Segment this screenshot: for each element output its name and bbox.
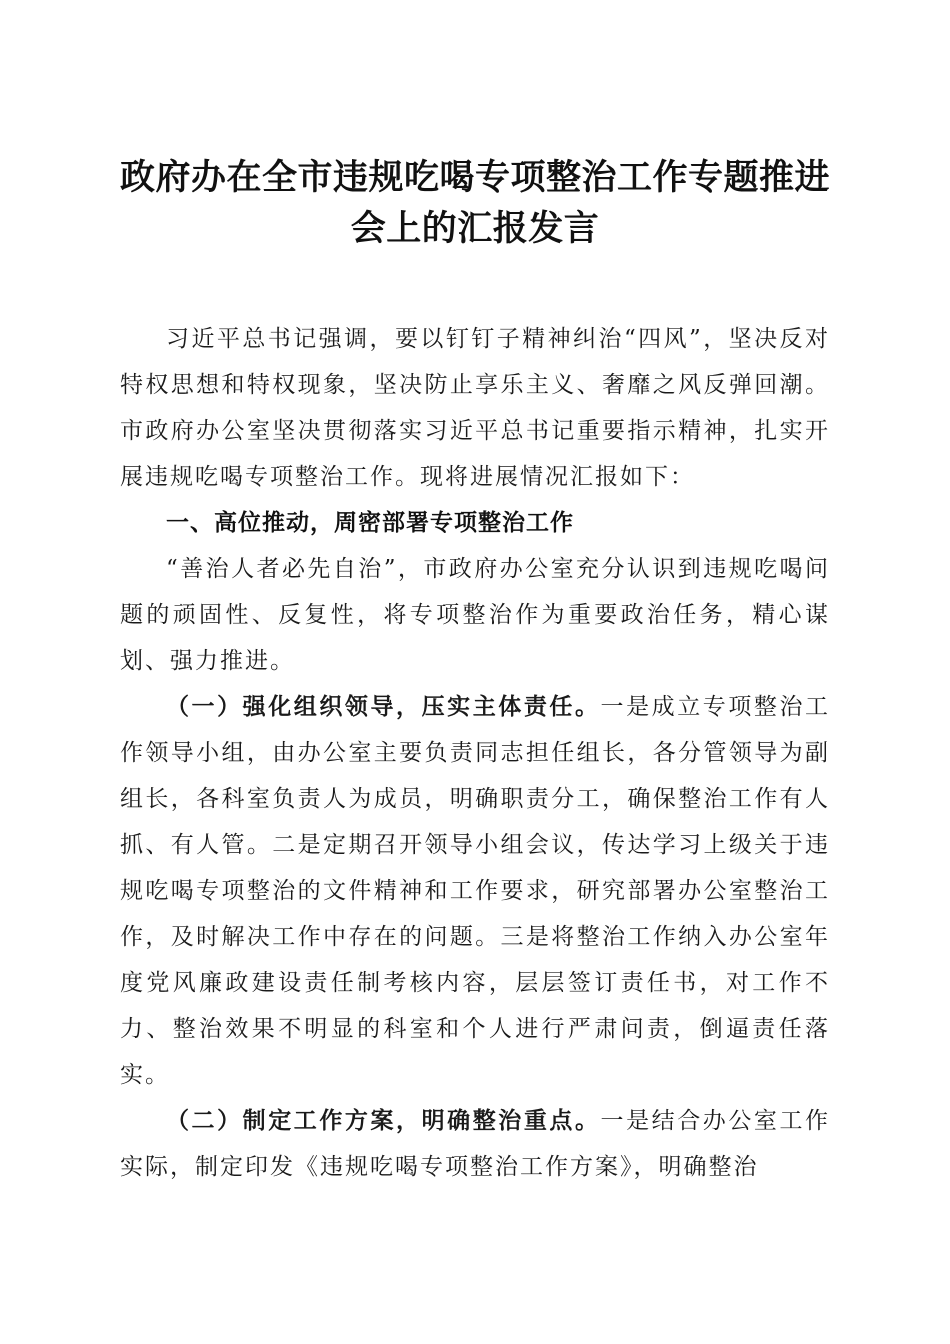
subsection-2-body: 一是结合办公室工作实际，制定印发《违规吃喝专项整治工作方案》，明确整治	[120, 1108, 831, 1180]
title-line-2: 会上的汇报发言	[350, 208, 600, 249]
intro-paragraph: 习近平总书记强调，要以钉钉子精神纠治“四风”，坚决反对特权思想和特权现象，坚决防止享乐主义、奢靡之风反弹回潮。市政府办公室坚决贯彻落实习近平总书记重要指示精神，扎实开展违规吃喝专项整治工作。现将进展情况汇报如下：	[120, 326, 830, 490]
document-body	[120, 316, 830, 1190]
subsection-1-body: 一是成立专项整治工作领导小组，由办公室主要负责同志担任组长，各分管领导为副组长，各科室负责人为成员，明确职责分工，确保整治工作有人抓、有人管。二是定期召开领导小组会议，传达学习上级关于违规吃喝专项整治的文件精神和工作要求，研究部署办公室整治工作，及时解决工作中存在的问题。三是将整治工作纳入办公室年度党风廉政建设责任制考核内容，层层签订责任书，对工作不力、整治效果不明显的科室和个人进行严肃问责，倒逼责任落实。	[120, 694, 831, 1088]
document-title	[120, 152, 830, 254]
subsection-2-heading: （二）制定工作方案，明确整治重点。	[166, 1107, 601, 1134]
subsection-1-heading: （一）强化组织领导，压实主体责任。	[166, 693, 601, 720]
subsection-1-paragraph	[120, 684, 830, 1098]
section-1-intro-paragraph: “善治人者必先自治”，市政府办公室充分认识到违规吃喝问题的顽固性、反复性，将专项整治作为重要政治任务，精心谋划、强力推进。	[120, 556, 830, 674]
subsection-2-paragraph	[120, 1098, 830, 1190]
title-line-1: 政府办在全市违规吃喝专项整治工作专题推进	[120, 157, 831, 198]
section-1-heading: 一、高位推动，周密部署专项整治工作	[166, 510, 574, 536]
